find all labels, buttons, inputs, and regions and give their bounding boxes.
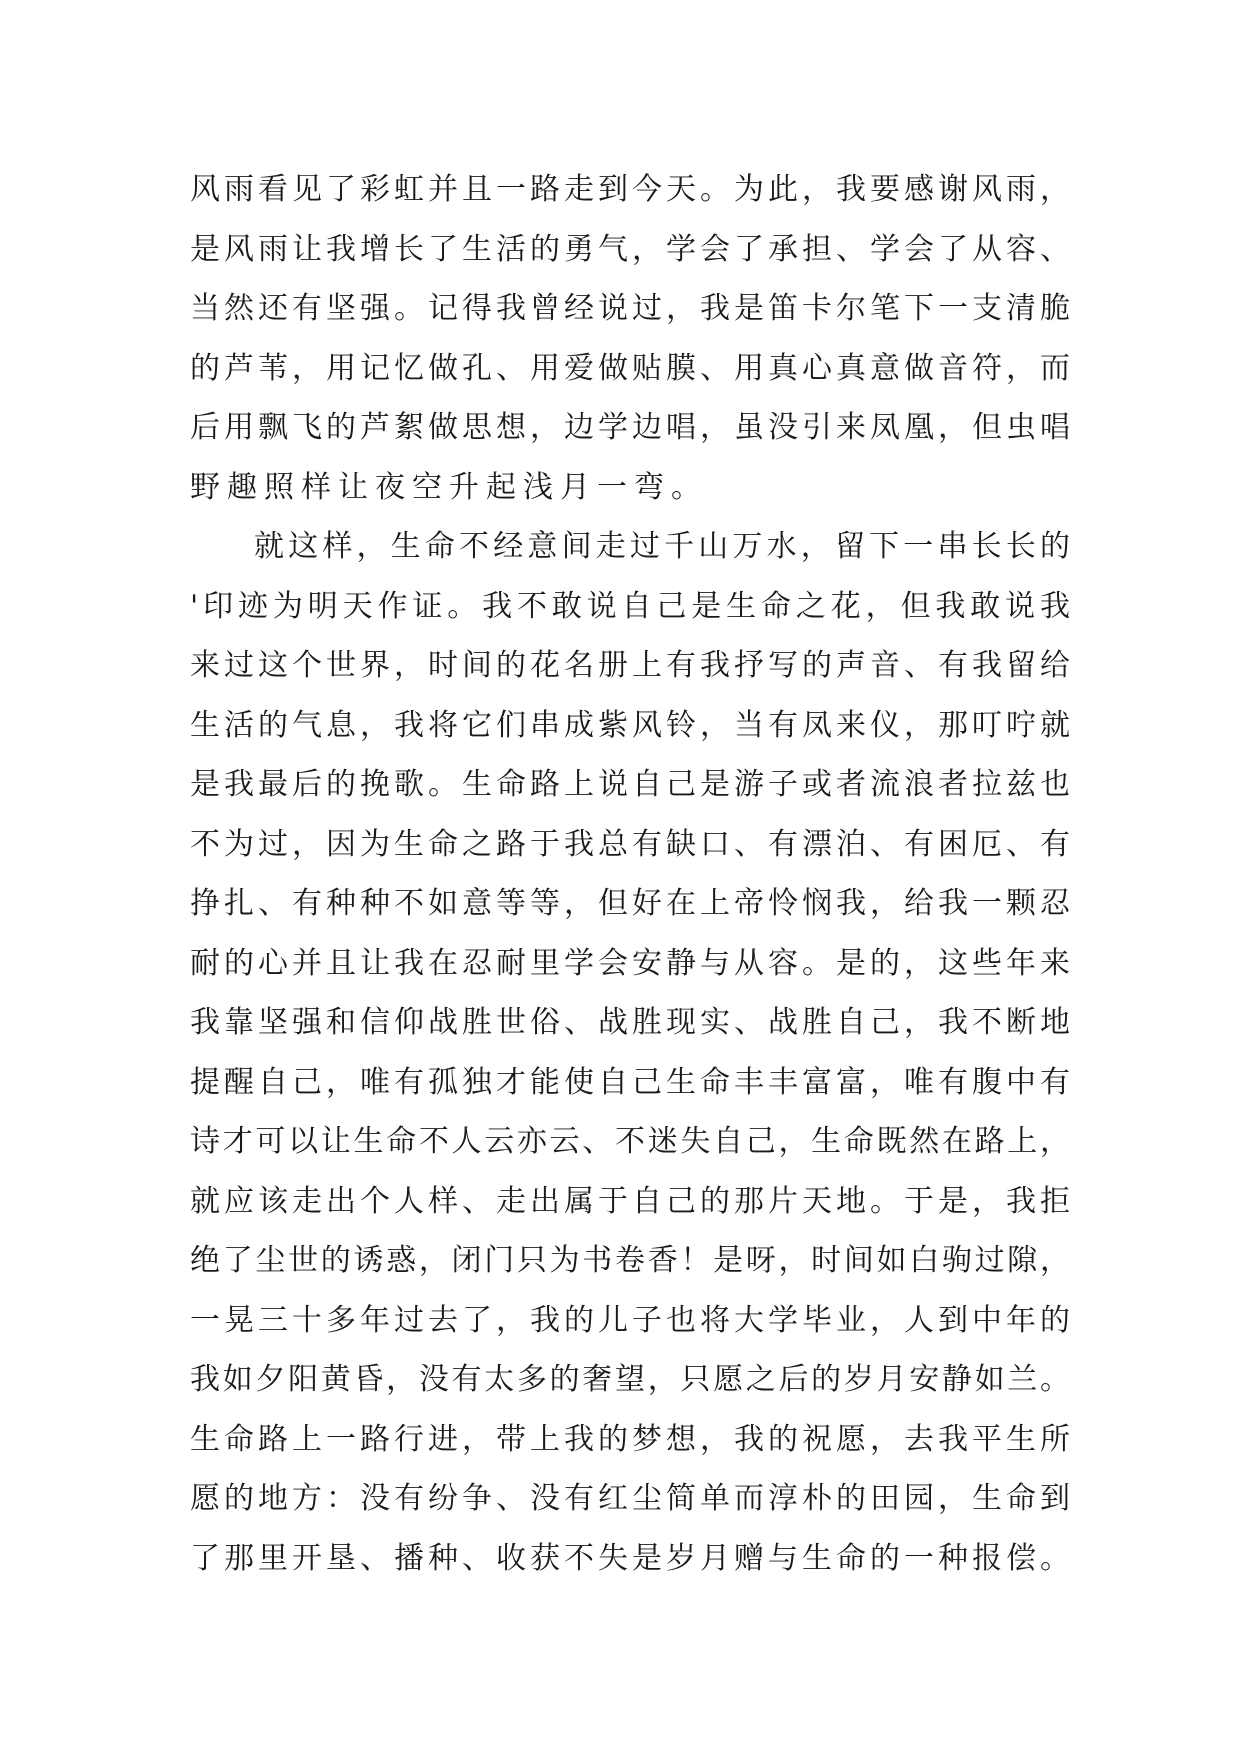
text-line: 我如夕阳黄昏，没有太多的奢望，只愿之后的岁月安静如兰。 [190,1362,1070,1397]
text-line: 就应该走出个人样、走出属于自己的那片天地。于是，我拒 [190,1183,1070,1219]
text-line: 风雨看见了彩虹并且一路走到今天。为此，我要感谢风雨， [190,172,1070,207]
text-line: 耐的心并且让我在忍耐里学会安静与从容。是的，这些年来 [190,945,1070,981]
text-line: 当然还有坚强。记得我曾经说过，我是笛卡尔笔下一支清脆 [190,291,1070,326]
text-line: 野趣照样让夜空升起浅月一弯。 [190,469,708,505]
text-line: 生活的气息，我将它们串成紫风铃，当有凤来仪，那叮咛就 [190,707,1070,743]
text-line: 是风雨让我增长了生活的勇气，学会了承担、学会了从容、 [190,231,1070,267]
text-line: 愿的地方：没有纷争、没有红尘简单而淳朴的田园，生命到 [190,1481,1070,1516]
text-line: 生命路上一路行进，带上我的梦想，我的祝愿，去我平生所 [190,1421,1070,1457]
text-line: 绝了尘世的诱惑，闭门只为书卷香！是呀，时间如白驹过隙， [190,1243,1070,1278]
text-line: '印迹为明天作证。我不敢说自己是生命之花，但我敢说我 [190,588,1070,624]
text-line: 提醒自己，唯有孤独才能使自己生命丰丰富富，唯有腹中有 [190,1064,1070,1100]
text-line: 了那里开垦、播种、收获不失是岁月赠与生命的一种报偿。 [190,1540,1070,1576]
text-line: 的芦苇，用记忆做孔、用爱做贴膜、用真心真意做音符，而 [190,350,1070,386]
text-line: 我靠坚强和信仰战胜世俗、战胜现实、战胜自己，我不断地 [190,1005,1070,1040]
text-line: 后用飘飞的芦絮做思想，边学边唱，虽没引来凤凰，但虫唱 [190,410,1070,445]
text-line: 一晃三十多年过去了，我的儿子也将大学毕业，人到中年的 [190,1302,1070,1338]
text-line: 就这样，生命不经意间走过千山万水，留下一串长长的 [254,529,1070,564]
text-line: 挣扎、有种种不如意等等，但好在上帝怜悯我，给我一颗忍 [190,886,1070,921]
text-line: 来过这个世界，时间的花名册上有我抒写的声音、有我留给 [190,648,1070,683]
body-text [190,160,1070,1588]
text-line: 诗才可以让生命不人云亦云、不迷失自己，生命既然在路上， [190,1124,1070,1159]
text-line: 是我最后的挽歌。生命路上说自己是游子或者流浪者拉兹也 [190,767,1070,802]
text-line: 不为过，因为生命之路于我总有缺口、有漂泊、有困厄、有 [190,826,1070,862]
